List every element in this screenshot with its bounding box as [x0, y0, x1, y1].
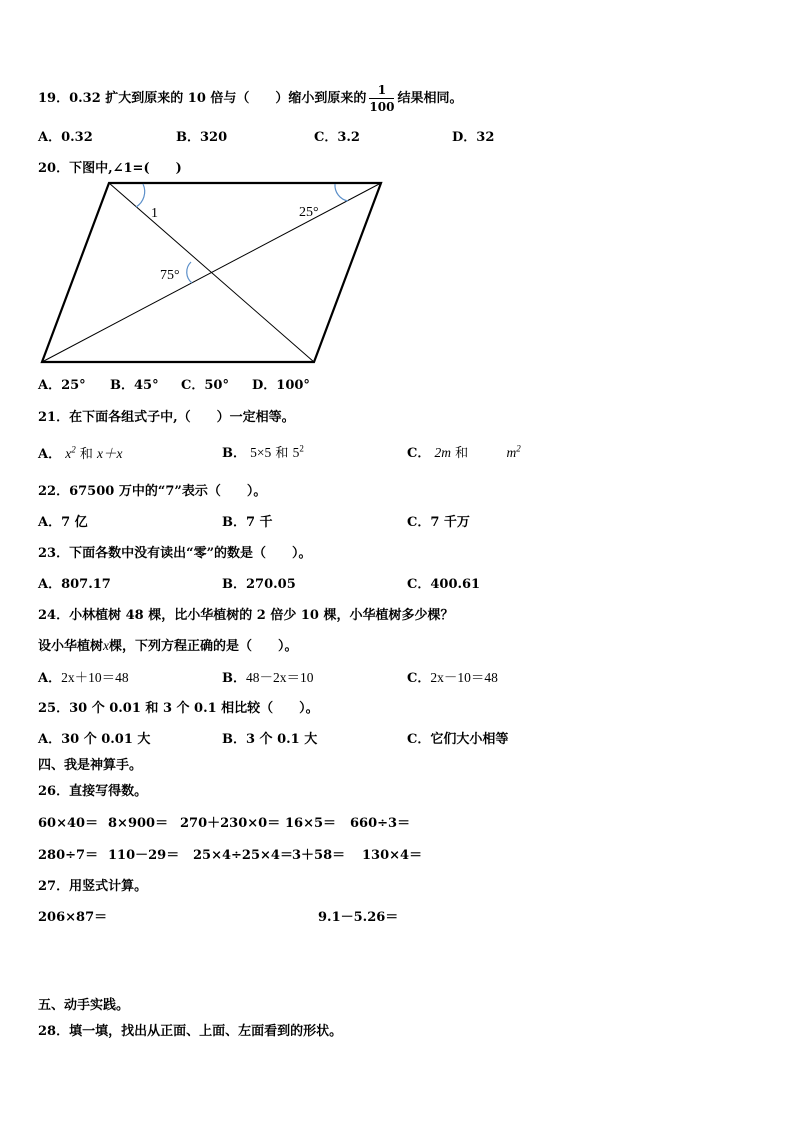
angle75-arc	[187, 262, 192, 283]
q21-b-and: 和	[275, 446, 289, 461]
q19-pre: 19．0.32 扩大到原来的 10 倍与（ ）缩小到原来的	[38, 91, 367, 106]
q21-c-right: $m^2$	[506, 443, 521, 460]
q23-option-b[interactable]: B．270.05	[222, 577, 296, 592]
q24-option-a[interactable]: A．2x＋10＝48	[38, 670, 129, 686]
q21-option-b[interactable]	[222, 442, 304, 461]
q21-a-right: x＋x	[97, 446, 123, 461]
q20-stem: 20．下图中,∠1=( )	[38, 161, 182, 176]
q21-a-and: 和	[79, 447, 93, 462]
diagonal-left-bottom-to-right-top	[42, 183, 381, 362]
q22-option-a[interactable]: A．7 亿	[38, 515, 88, 530]
q21-option-a[interactable]	[38, 442, 123, 462]
q26-row2-item2: 110－29＝	[108, 848, 180, 863]
q24-sub: 设小华植树x棵，下列方程正确的是（ ）。	[38, 638, 298, 654]
q28-stem: 28．填一填，找出从正面、上面、左面看到的形状。	[38, 1024, 343, 1039]
q19-option-c[interactable]: C．3.2	[314, 130, 360, 145]
angle1-label: 1	[151, 206, 158, 221]
angle1-arc	[136, 184, 145, 207]
q26-row1-item4: 16×5＝	[285, 816, 337, 831]
q19-option-d[interactable]: D．32	[452, 130, 495, 145]
q20-option-b[interactable]: B．45°	[110, 378, 159, 393]
q24-option-b[interactable]: B．48－2x＝10	[222, 670, 314, 686]
q26-row2-item5: 130×4＝	[362, 848, 423, 863]
q21-b-label: B．	[222, 446, 246, 461]
q24-stem: 24．小林植树 48 棵，比小华植树的 2 倍少 10 棵，小华植树多少棵？	[38, 608, 454, 623]
q20-option-d[interactable]: D．100°	[252, 378, 310, 393]
q26-row1-item3: 270＋230×0＝	[180, 816, 281, 831]
q19-option-a[interactable]: A．0.32	[38, 130, 93, 145]
angle25-arc	[335, 184, 348, 201]
q25-option-c[interactable]: C．它们大小相等	[407, 732, 509, 747]
q26-row1-item1: 60×40＝	[38, 816, 99, 831]
angle75-label: 75°	[160, 268, 180, 283]
q19-frac-den: 100	[369, 100, 395, 114]
q21-b-right: $5^2$	[292, 443, 304, 460]
q21-c-and: 和	[455, 446, 469, 461]
q23-option-a[interactable]: A．807.17	[38, 577, 111, 592]
q27-item2: 9.1－5.26＝	[318, 910, 399, 925]
q26-row1-item2: 8×900＝	[108, 816, 169, 831]
q20-option-c[interactable]: C．50°	[181, 378, 229, 393]
section5-title: 五、动手实践。	[38, 998, 130, 1013]
q25-option-a[interactable]: A．30 个 0.01 大	[38, 732, 151, 747]
q26-stem: 26．直接写得数。	[38, 784, 148, 799]
q21-a-label: A．	[38, 447, 62, 462]
q24-option-c[interactable]: C．2x－10＝48	[407, 670, 498, 686]
q19-post: 结果相同。	[397, 91, 463, 106]
q25-stem: 25．30 个 0.01 和 3 个 0.1 相比较（ ）。	[38, 701, 319, 716]
q25-option-b[interactable]: B．3 个 0.1 大	[222, 732, 318, 747]
q27-item1: 206×87＝	[38, 910, 108, 925]
q21-stem: 21．在下面各组式子中,（ ）一定相等。	[38, 410, 295, 425]
q21-b-left: 5×5	[250, 445, 272, 460]
q27-stem: 27．用竖式计算。	[38, 879, 148, 894]
q19-frac-num: 1	[369, 84, 394, 99]
q22-option-c[interactable]: C．7 千万	[407, 515, 470, 530]
parallelogram-figure	[0, 0, 794, 400]
q26-row2-item3: 25×4÷25×4＝	[193, 848, 293, 863]
q21-c-left: 2m	[434, 445, 451, 460]
section4-title: 四、我是神算手。	[38, 758, 143, 773]
q22-option-b[interactable]: B．7 千	[222, 515, 273, 530]
q21-a-left: $x^2$	[65, 444, 76, 461]
q26-row1-item5: 660÷3＝	[350, 816, 411, 831]
q26-row2-item4: 3＋58＝	[292, 848, 346, 863]
q22-stem: 22．67500 万中的“7”表示（ ）。	[38, 484, 267, 499]
q19-option-b[interactable]: B．320	[176, 130, 228, 145]
q26-row2-item1: 280÷7＝	[38, 848, 99, 863]
angle25-label: 25°	[299, 205, 319, 220]
q20-option-a[interactable]: A．25°	[38, 378, 86, 393]
q21-c-label: C．	[407, 446, 431, 461]
q23-option-c[interactable]: C．400.61	[407, 577, 481, 592]
q21-option-c[interactable]	[407, 442, 521, 461]
q23-stem: 23．下面各数中没有读出“零”的数是（ ）。	[38, 546, 312, 561]
